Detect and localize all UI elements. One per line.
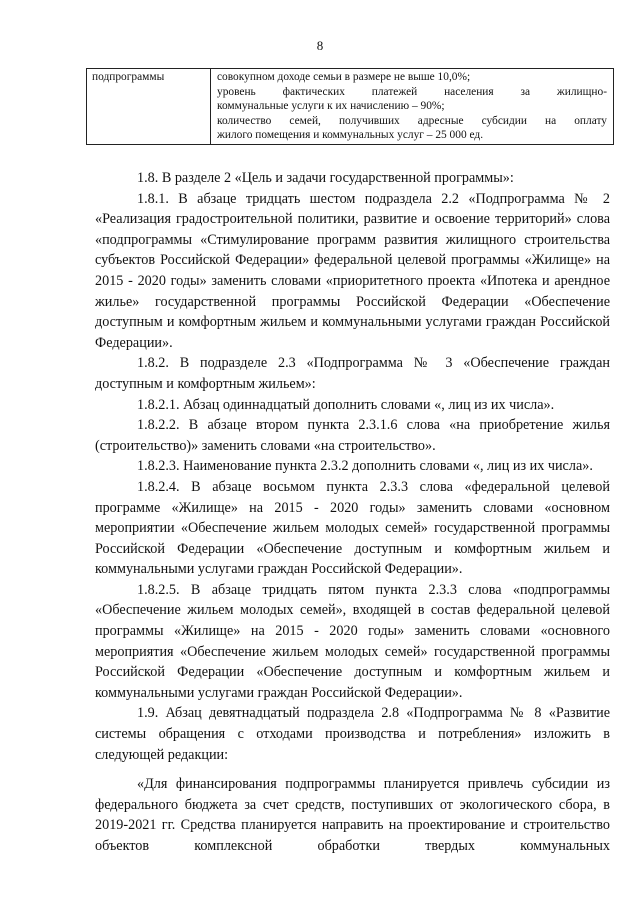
table-cell-line: жилого помещения и коммунальных услуг – 25 000 ед. [217,129,484,142]
paragraph-1-8-2-2: 1.8.2.2. В абзаце втором пункта 2.3.1.6 слова «на приобретение жилья (строительство)» заменить словами «на строительство». [95,417,610,454]
paragraph-1-8-2-5: 1.8.2.5. В абзаце тридцать пятом пункта 2.3.3 слова «подпрограммы «Обеспечение жильем молодых семей», входящей в состав федеральной целевой программы «Жилище» на 2015 - 2020 годы» заменить словами «основного мероприятия «Обеспечение жильем молодых семей» государственной программы Российской Федерации «Обеспечение доступным и комфортным жильем и коммунальными услугами граждан Российской Федерации». [95,581,610,701]
paragraph-1-9: 1.9. Абзац девятнадцатый подраздела 2.8 «Подпрограмма № 8 «Развитие системы обращения с отходами производства и потребления» изложить в следующей редакции: [95,705,610,763]
document-body [95,168,610,857]
table-cell-line: уровень фактических платежей населения за жилищно- [217,85,607,98]
table-cell-line: количество семей, получивших адресные субсидии на оплату [217,114,607,127]
table-row [87,69,614,145]
paragraph-spacer [95,765,610,774]
paragraph-1-8-2-3: 1.8.2.3. Наименование пункта 2.3.2 дополнить словами «, лиц из их числа». [137,458,593,475]
paragraph-1-8-1: 1.8.1. В абзаце тридцать шестом подраздела 2.2 «Подпрограмма № 2 «Реализация градостроительной политики, развитие и освоение территорий» слова «подпрограммы «Стимулирование программ развития жилищного строительства субъектов Российской Федерации» федеральной целевой программы «Жилище» на 2015 - 2020 годы» заменить словами «приоритетного проекта «Ипотека и арендное жилье» государственной программы Российской Федерации «Обеспечение доступным и комфортным жильем и коммунальными услугами граждан Российской Федерации». [95,190,610,351]
paragraph-quoted-text: «Для финансирования подпрограммы планируется привлечь субсидии из федерального бюджета за счет средств, поступивших от экологического сбора, в 2019-2021 гг. Средства планируется направить на проектирование и строительство объектов комплексной обработки твердых коммунальных [95,776,610,854]
table-cell-line: коммунальные услуги к их начислению – 90%; [217,100,445,113]
continuation-table [86,68,614,145]
page-number: 8 [316,38,324,53]
table-right-cell [211,69,614,145]
paragraph-1-8: 1.8. В разделе 2 «Цель и задачи государственной программы»: [137,170,514,186]
paragraph-1-8-2-4: 1.8.2.4. В абзаце восьмом пункта 2.3.3 слова «федеральной целевой программе «Жилище» на 2015 - 2020 годы» заменить словами «основном мероприятии «Обеспечение жильем молодых семей» государственной программы Российской Федерации «Обеспечение доступным и комфортным жильем и коммунальными услугами граждан Российской Федерации». [95,478,610,578]
table-cell-line: совокупном доходе семьи в размере не выше 10,0%; [217,71,471,83]
paragraph-1-8-2: 1.8.2. В подразделе 2.3 «Подпрограмма № 3 «Обеспечение граждан доступным и комфортным жильем»: [95,355,610,392]
table-left-cell: подпрограммы [87,69,211,145]
paragraph-1-8-2-1: 1.8.2.1. Абзац одиннадцатый дополнить словами «, лиц из их числа». [137,396,555,413]
